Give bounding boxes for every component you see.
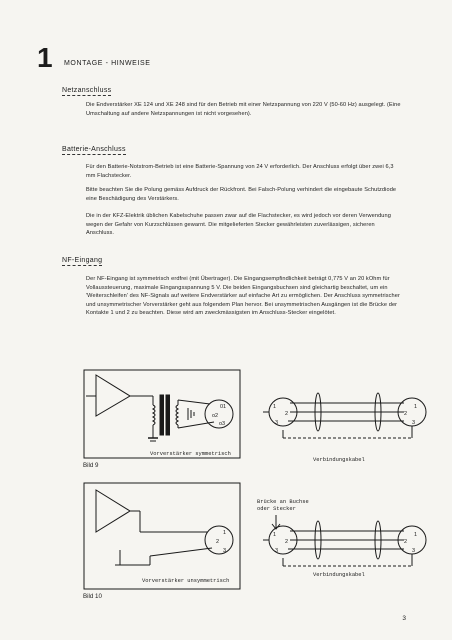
pin-label: 3 [275, 420, 279, 426]
pin-label: 2 [404, 411, 408, 417]
pin-label: 2 [285, 539, 289, 545]
cable-caption: Verbindungskabel [313, 572, 365, 578]
paragraph: Bitte beachten Sie die Polung gemäss Aufdruck der Rückfront. Bei Falsch-Polung verhindert die eingebaute Schutzdiode eine Beschädigung des Verstärkers. [86, 187, 397, 202]
pin-label: 3 [412, 548, 416, 554]
transformer-secondary-icon [176, 405, 178, 425]
chapter-number: 1 [37, 42, 53, 73]
page-number: 3 [402, 615, 406, 622]
pin-label: 2 [285, 411, 289, 417]
paragraph: Die Endverstärker XE 124 und XE 248 sind für den Betrieb mit einer Netzspannung von 220 V (50-60 Hz) ausgelegt. (Eine Umschaltung auf andere Netzspannungen ist nicht vorgesehen). [86, 102, 401, 117]
pin-label: 3 [223, 548, 227, 554]
section-heading-text: Netzanschluss [62, 87, 112, 94]
pin-label: o2 [212, 413, 219, 419]
transformer-primary-icon [153, 396, 155, 425]
paragraph: Für den Batterie-Notstrom-Betrieb ist eine Batterie-Spannung von 24 V erforderlich. Der Anschluss erfolgt über zwei 6,3 mm Flachstecker. [86, 164, 394, 179]
figure-label-bild10: Bild 10 [83, 593, 102, 600]
pin-label: o3 [219, 421, 226, 427]
pin-label: 01 [220, 404, 227, 410]
section-heading-text: NF-Eingang [62, 257, 103, 264]
pin-label: 2 [216, 539, 220, 545]
pin-label: 2 [404, 539, 408, 545]
preamp-unsymmetric-box [84, 483, 240, 589]
pin-label: 3 [412, 420, 416, 426]
box-caption-symmetric: Vorverstärker symmetrisch [150, 451, 231, 457]
chapter-title: MONTAGE - HINWEISE [64, 60, 151, 67]
section-heading-text: Batterie-Anschluss [62, 146, 126, 153]
box-caption-unsymmetric: Vorverstärker unsymmetrisch [142, 578, 230, 584]
amplifier-triangle-icon [96, 490, 130, 532]
bridge-note-line2: oder Stecker [257, 506, 296, 512]
paragraph: Der NF-Eingang ist symmetrisch erdfrei (mit Übertrager). Die Eingangsempfindlichkeit beträgt 0,775 V an 20 kOhm für Vollaussteuerung, maximale Eingangsspannung 5 V. Die beiden Eingangsbuchsen sind gleichartig beschaltet, um ein 'Weiterschleifen' des NF-Signals auf weitere Endverstärker auf einfache Art zu ermöglichen. Der Anschluss symmetrischer und unsymmetrischer Vorverstärker geht aus folgendem Plan hervor. Bei unsymmetrischen Ausgängen ist die Brücke der Kontakte 1 und 2 zu beachten. Diese wird am zweckmässigsten im Anschluss-Stecker eingelötet. [86, 276, 400, 317]
pin-label: 1 [414, 404, 418, 410]
pin-label: 1 [273, 532, 277, 538]
pin-label: 3 [275, 548, 279, 554]
amplifier-triangle-icon [96, 375, 130, 416]
cable-caption: Verbindungskabel [313, 457, 365, 463]
paragraph: Die in der KFZ-Elektrik üblichen Kabelschuhe passen zwar auf die Flachstecker, es wird jedoch vor deren Verwendung wegen der Gefahr von Kurzschlüssen gewarnt. Die mitgelieferten Stecker gewährleisten zuverlässigen, sicheren Anschluss. [86, 213, 391, 237]
pin-label: 1 [223, 530, 227, 536]
pin-label: 1 [414, 532, 418, 538]
pin-label: 1 [273, 404, 277, 410]
bridge-note-line1: Brücke an Buchse [257, 499, 309, 505]
figure-label-bild9: Bild 9 [83, 462, 99, 469]
